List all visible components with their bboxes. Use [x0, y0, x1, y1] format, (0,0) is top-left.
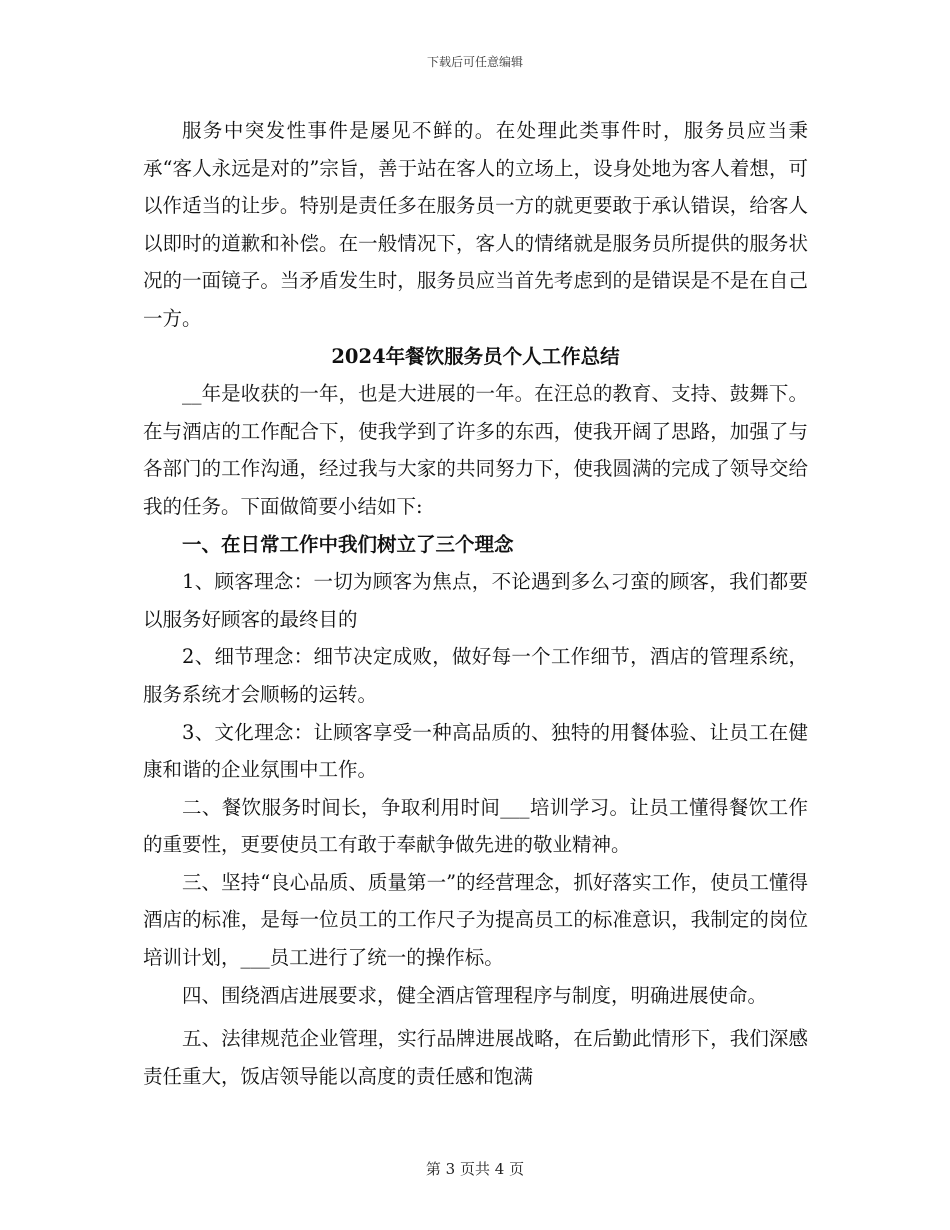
paragraph-quality: 三、坚持“良心品质、质量第一”的经营理念，抓好落实工作，使员工懂得酒店的标准，是每一位员工的工作尺子为提高员工的标准意识，我制定的岗位培训计划，___员工进行了统一的操作标。: [143, 870, 808, 970]
paragraph-training: 二、餐饮服务时间长，争取利用时间___培训学习。让员工懂得餐饮工作的重要性，更要使员工有敢于奉献争做先进的敬业精神。: [143, 795, 808, 857]
paragraph-management-system: 四、围绕酒店进展要求，健全酒店管理程序与制度，明确进展使命。: [182, 983, 768, 1007]
paragraph-detail-concept: 2、细节理念：细节决定成败，做好每一个工作细节，酒店的管理系统，服务系统才会顺畅的运转。: [143, 645, 808, 706]
paragraph-culture-concept: 3、文化理念：让顾客享受一种高品质的、独特的用餐体验、让员工在健康和谐的企业氛围中工作。: [143, 720, 808, 782]
document-body: [143, 112, 808, 1095]
document-title: 2024年餐饮服务员个人工作总结: [331, 344, 620, 368]
page-footer: 第 3 页共 4 页: [425, 1160, 525, 1178]
paragraph-brand-strategy: 五、法律规范企业管理，实行品牌进展战略，在后勤此情形下，我们深感责任重大，饭店领导能以高度的责任感和饱满: [143, 1027, 808, 1088]
section-heading-three-concepts: 一、在日常工作中我们树立了三个理念: [182, 532, 514, 556]
paragraph-intro: __年是收获的一年，也是大进展的一年。在汪总的教育、支持、鼓舞下。在与酒店的工作配合下，使我学到了许多的东西，使我开阔了思路，加强了与各部门的工作沟通，经过我与大家的共同努力下，使我圆满的完成了领导交给我的任务。下面做简要小结如下:: [143, 382, 808, 518]
paragraph-customer-concept: 1、顾客理念：一切为顾客为焦点，不论遇到多么刁蛮的顾客，我们都要以服务好顾客的最终目的: [143, 570, 808, 631]
page-header: 下载后可任意编辑: [426, 55, 523, 69]
paragraph-emergency-handling: 服务中突发性事件是屡见不鲜的。在处理此类事件时，服务员应当秉承“客人永远是对的”宗旨，善于站在客人的立场上，设身处地为客人着想，可以作适当的让步。特别是责任多在服务员一方的就更要敢于承认错误，给客人以即时的道歉和补偿。在一般情况下，客人的情绪就是服务员所提供的服务状况的一面镜子。当矛盾发生时，服务员应当首先考虑到的是错误是不是在自己一方。: [143, 119, 808, 330]
